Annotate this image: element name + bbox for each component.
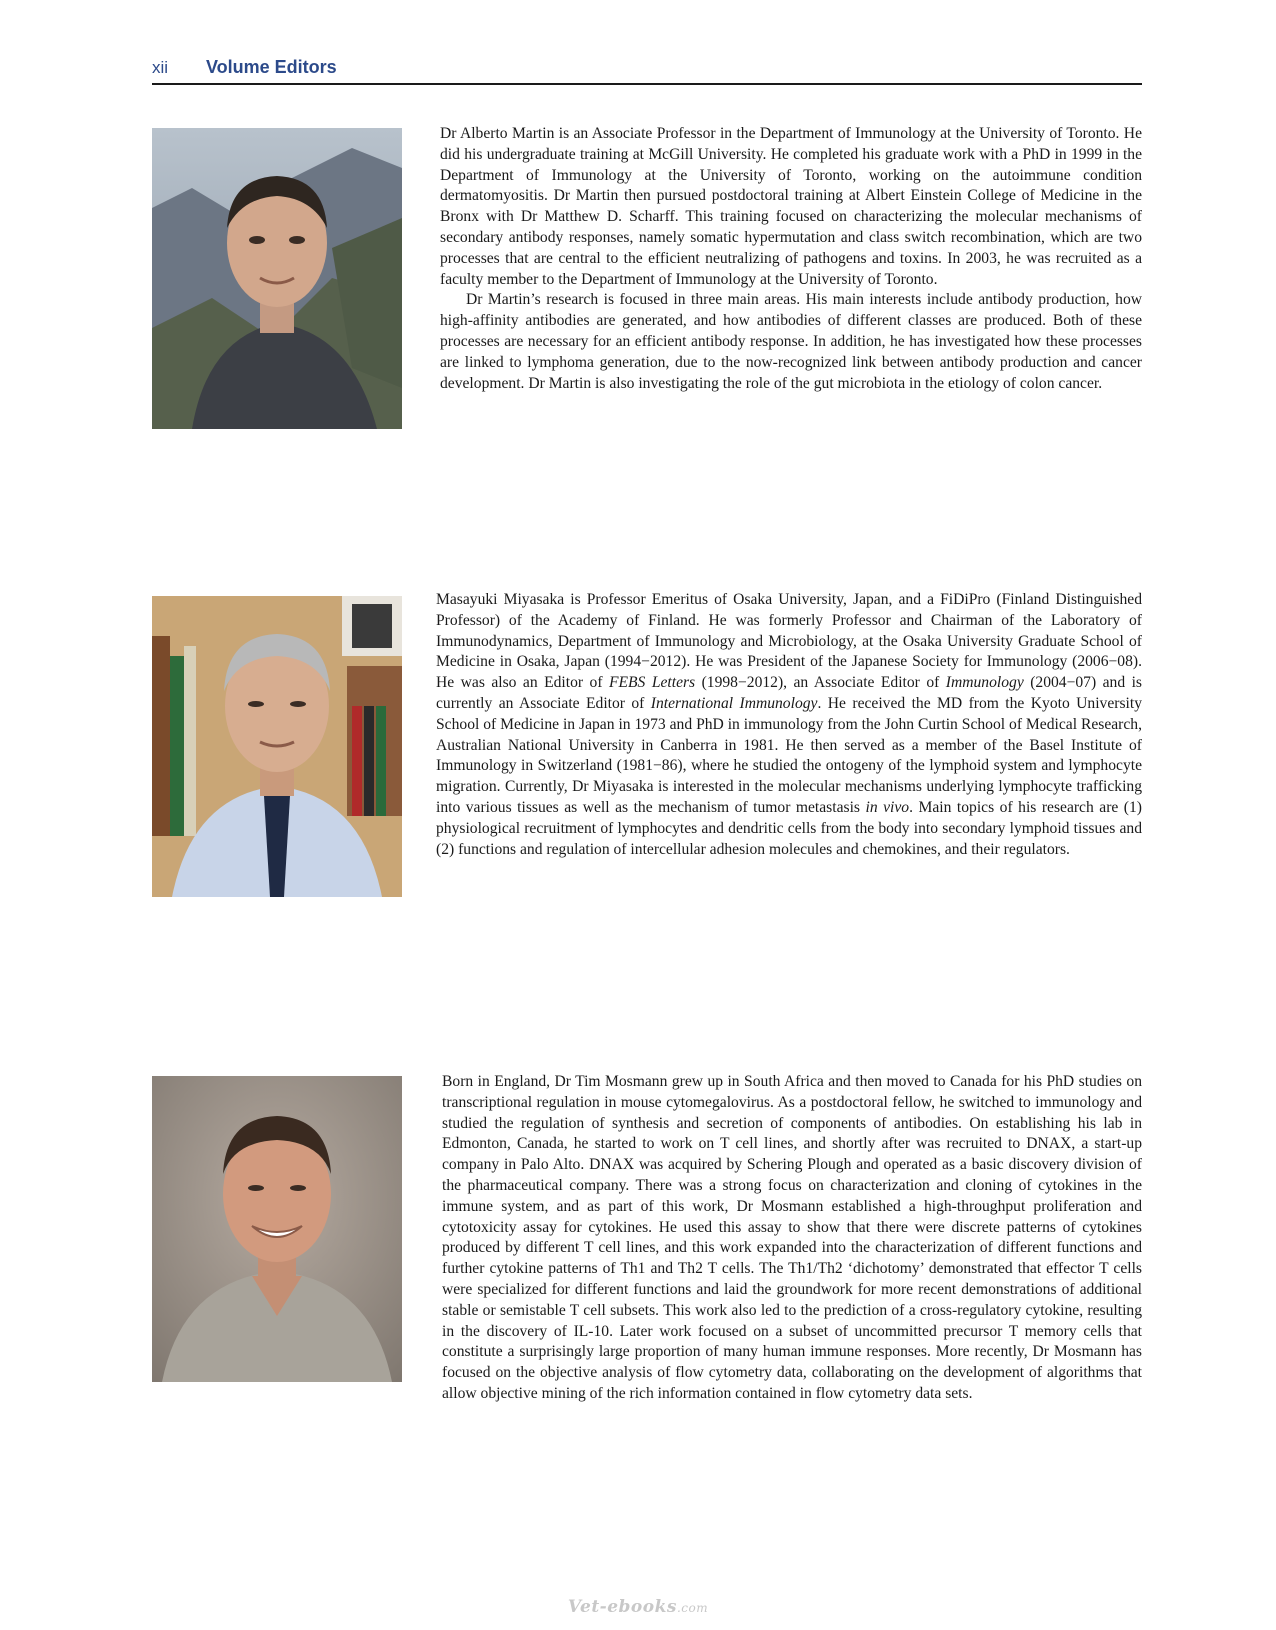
portrait-photo-icon bbox=[152, 596, 402, 897]
bio-paragraph: Dr Alberto Martin is an Associate Professor in the Department of Immunology at the University of Toronto. He did his undergraduate training at McGill University. He completed his graduate work with a PhD in 1999 in the Department of Immunology at the University of Toronto, working on the autoimmune condition dermatomyositis. Dr Martin then pursued postdoctoral training at Albert Einstein College of Medicine in the Bronx with Dr Matthew D. Scharff. This training focused on characterizing the molecular mechanisms of secondary antibody responses, namely somatic hypermutation and class switch recombination, which are two processes that are central to the efficient neutralizing of pathogens and toxins. In 2003, he was recruited as a faculty member to the Department of Immunology at the University of Toronto. bbox=[440, 125, 1142, 288]
journal-title: International Immunology bbox=[650, 694, 818, 712]
editor-photo-martin bbox=[152, 128, 402, 429]
bio-paragraph: Dr Martin’s research is focused in three main areas. His main interests include antibody production, how high-affinity antibodies are generated, and how antibodies of different classes are produced. Both of these processes are necessary for an efficient antibody response. In addition, he has investigated how these processes are linked to lymphoma generation, due to the now-recognized link between antibody production and cancer development. Dr Martin is also investigating the role of the gut microbiota in the etiology of colon cancer. bbox=[440, 291, 1142, 392]
watermark-text: Vet-ebooks bbox=[567, 1597, 677, 1617]
bio-text: . He received the MD from the Kyoto University School of Medicine in Japan in 1973 and PhD in immunology from the John Curtin School of Medical Research, Australian National University in Canberra in 1981. He then served as a member of the Basel Institute of Immunology in Switzerland (1981−86), where he studied the ontogeny of the lymphoid system and lymphocyte migration. Currently, Dr Miyasaka is interested in the molecular mechanisms underlying lymphocyte trafficking into various tissues as well as the mechanism of tumor metastasis bbox=[436, 694, 1142, 816]
portrait-photo-icon bbox=[152, 128, 402, 429]
latin-term: in vivo bbox=[865, 798, 910, 816]
watermark-logo bbox=[0, 1597, 1276, 1617]
bio-paragraph: Born in England, Dr Tim Mosmann grew up in South Africa and then moved to Canada for his PhD studies on transcriptional regulation in mouse cytomegalovirus. As a postdoctoral fellow, he switched to immunology and studied the regulation of synthesis and secretion of components of antibodies. On establishing his lab in Edmonton, Canada, he started to work on T cell lines, and shortly after was recruited to DNAX, a start-up company in Palo Alto. DNAX was acquired by Schering Plough and operated as a basic discovery division of the pharmaceutical company. There was a strong focus on characterization and cloning of cytokines in the immune system, and as part of this work, Dr Mosmann established a high-throughput proliferation and cytotoxicity assay for cytokines. He used this assay to show that there were discrete patterns of cytokines produced by different T cell lines, and this work expanded into the characterization of different functions and further cytokine patterns of Th1 and Th2 T cells. The Th1/Th2 ‘dichotomy’ demonstrated that effector T cells were specialized for different functions and laid the groundwork for more recent demonstrations of additional stable or semistable T cell subsets. This work also led to the prediction of a cross-regulatory cytokine, resulting in the discovery of IL-10. Later work focused on a subset of uncommitted precursor T memory cells that constitute a surprisingly large proportion of many human immune responses. More recently, Dr Mosmann has focused on the objective analysis of flow cytometry data, collaborating on the development of algorithms that allow objective mining of the rich information contained in flow cytometry data sets. bbox=[442, 1073, 1142, 1402]
page-number: xii bbox=[152, 58, 169, 77]
journal-title: FEBS Letters bbox=[608, 674, 696, 692]
page-header bbox=[152, 54, 1142, 85]
journal-title: Immunology bbox=[945, 674, 1024, 692]
editor-photo-miyasaka bbox=[152, 596, 402, 897]
editor-photo-mosmann bbox=[152, 1076, 402, 1382]
editor-bio-miyasaka bbox=[436, 590, 1142, 860]
bio-text: (1998−2012), an Associate Editor of bbox=[695, 674, 946, 692]
bio-text: (2004−07) and is currently an Associate Editor of bbox=[436, 674, 1142, 712]
bio-text: . Main topics of his research are (1) physiological recruitment of lymphocytes and dendritic cells from the body into secondary lymphoid tissues and (2) functions and regulation of intercellular adhesion molecules and chemokines, and their regulators. bbox=[436, 798, 1142, 858]
editor-bio-martin bbox=[440, 124, 1142, 394]
section-title: Volume Editors bbox=[206, 57, 337, 77]
editor-bio-mosmann bbox=[442, 1072, 1142, 1405]
watermark-suffix: .com bbox=[676, 1601, 709, 1615]
portrait-photo-icon bbox=[152, 1076, 402, 1382]
bio-text: Masayuki Miyasaka is Professor Emeritus of Osaka University, Japan, and a FiDiPro (Finland Distinguished Professor) of the Academy of Finland. He was formerly Professor and Chairman of the Laboratory of Immunodynamics, Department of Immunology and Microbiology, at the Osaka University Graduate School of Medicine in Osaka, Japan (1994−2012). He was President of the Japanese Society for Immunology (2006−08). He was also an Editor of bbox=[436, 591, 1142, 692]
